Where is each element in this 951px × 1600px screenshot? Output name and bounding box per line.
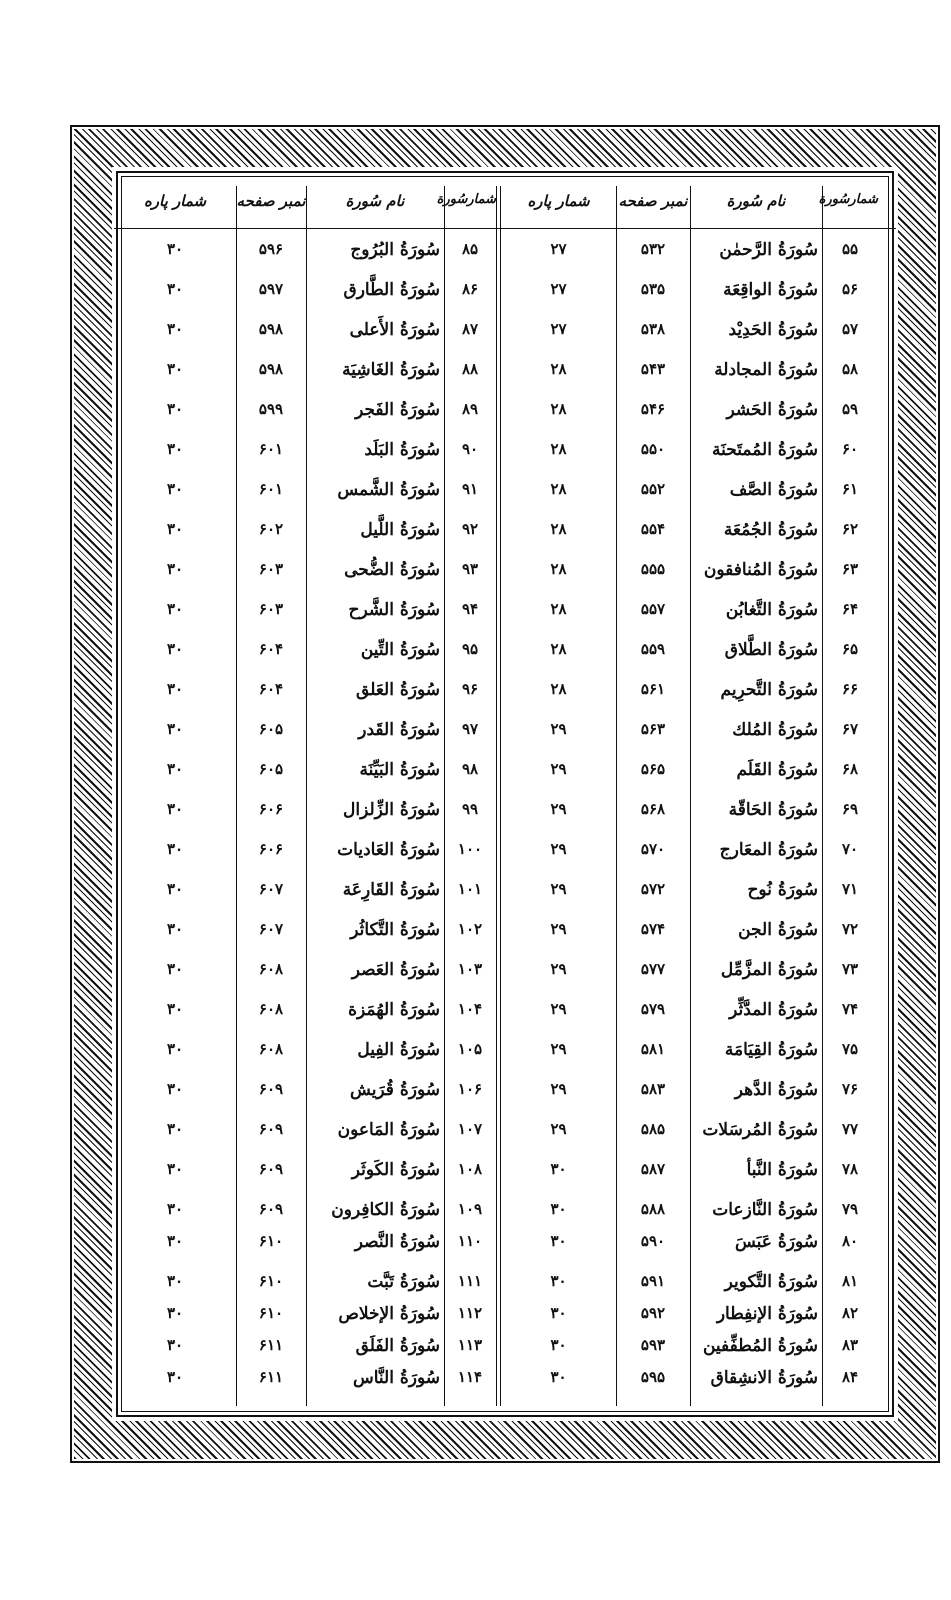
surah-number-cell: ۶۰ bbox=[841, 440, 859, 458]
header-rule bbox=[114, 228, 896, 229]
para-number-cell: ۳۰ bbox=[166, 1304, 184, 1322]
surah-name-cell: سُورَةُ الانشِقاق bbox=[710, 1368, 818, 1388]
surah-number-cell: ۵۶ bbox=[841, 280, 859, 298]
page-number-cell: ۶۰۶ bbox=[258, 800, 284, 818]
surah-name-cell: سُورَةُ المُرسَلات bbox=[702, 1120, 818, 1140]
surah-number-cell: ۵۹ bbox=[841, 400, 859, 418]
para-number-cell: ۳۰ bbox=[166, 1040, 184, 1058]
page-number-cell: ۵۸۳ bbox=[640, 1080, 666, 1098]
page-number-cell: ۶۰۶ bbox=[258, 840, 284, 858]
page-number-cell: ۵۵۹ bbox=[640, 640, 666, 658]
surah-number-cell: ۸۹ bbox=[461, 400, 479, 418]
surah-number-cell: ۱۱۳ bbox=[457, 1336, 483, 1354]
para-number-cell: ۲۹ bbox=[550, 1040, 567, 1058]
para-number-cell: ۳۰ bbox=[166, 1000, 184, 1018]
surah-name-cell: سُورَةُ الجن bbox=[738, 920, 818, 940]
surah-name-cell: سُورَةُ الغَاشِيَة bbox=[342, 360, 440, 380]
surah-number-cell: ۵۵ bbox=[841, 240, 859, 258]
surah-number-cell: ۷۶ bbox=[841, 1080, 859, 1098]
surah-name-cell: سُورَةُ الصَّف bbox=[729, 480, 818, 500]
surah-number-cell: ۶۸ bbox=[841, 760, 859, 778]
para-number-cell: ۳۰ bbox=[166, 720, 184, 738]
surah-number-cell: ۵۷ bbox=[841, 320, 859, 338]
surah-name-cell: سُورَةُ البَلَد bbox=[364, 440, 440, 460]
para-number-cell: ۲۸ bbox=[550, 520, 567, 538]
page-number-cell: ۵۶۳ bbox=[640, 720, 666, 738]
page-number-cell: ۶۰۷ bbox=[258, 880, 284, 898]
surah-number-cell: ۷۹ bbox=[841, 1200, 859, 1218]
surah-number-cell: ۱۰۴ bbox=[457, 1000, 483, 1018]
surah-number-cell: ۶۹ bbox=[841, 800, 859, 818]
para-number-cell: ۳۰ bbox=[166, 520, 184, 538]
surah-index-table bbox=[114, 172, 896, 1418]
page-number-cell: ۵۶۱ bbox=[640, 680, 666, 698]
para-number-cell: ۳۰ bbox=[166, 1200, 184, 1218]
surah-name-cell: سُورَةُ المَاعون bbox=[337, 1120, 440, 1140]
page-number-cell: ۵۳۲ bbox=[640, 240, 666, 258]
surah-name-cell: سُورَةُ الفَجر bbox=[355, 400, 440, 420]
para-number-cell: ۲۹ bbox=[550, 960, 567, 978]
page-number-cell: ۶۰۸ bbox=[258, 1040, 284, 1058]
surah-number-cell: ۶۵ bbox=[841, 640, 859, 658]
surah-name-cell: سُورَةُ النَّاس bbox=[352, 1368, 440, 1388]
surah-name-cell: سُورَةُ عَبَسَ bbox=[734, 1232, 818, 1252]
page-number-cell: ۵۹۵ bbox=[640, 1368, 666, 1386]
column-divider bbox=[306, 186, 307, 1406]
surah-number-cell: ۱۱۱ bbox=[457, 1272, 483, 1290]
para-number-cell: ۲۷ bbox=[550, 320, 567, 338]
surah-number-cell: ۱۰۰ bbox=[457, 840, 483, 858]
para-number-cell: ۳۰ bbox=[166, 1368, 184, 1386]
para-number-cell: ۲۹ bbox=[550, 880, 567, 898]
page-number-cell: ۵۶۸ bbox=[640, 800, 666, 818]
surah-name-cell: سُورَةُ اللَّيل bbox=[360, 520, 440, 540]
surah-name-cell: سُورَةُ الكافِرون bbox=[331, 1200, 440, 1220]
surah-number-cell: ۹۹ bbox=[461, 800, 479, 818]
surah-name-cell: سُورَةُ التَّحرِيم bbox=[720, 680, 818, 700]
page-number-cell: ۵۶۵ bbox=[640, 760, 666, 778]
surah-number-cell: ۱۰۱ bbox=[457, 880, 483, 898]
surah-number-cell: ۱۰۵ bbox=[457, 1040, 483, 1058]
para-number-cell: ۲۷ bbox=[550, 240, 567, 258]
surah-name-cell: سُورَةُ الكَوثَر bbox=[351, 1160, 440, 1180]
page-number-cell: ۶۰۹ bbox=[258, 1160, 284, 1178]
surah-name-cell: سُورَةُ الضُّحى bbox=[344, 560, 440, 580]
surah-name-cell: سُورَةُ الشَّمس bbox=[337, 480, 440, 500]
header-surah-number: شمارسُورة bbox=[436, 192, 496, 207]
surah-number-cell: ۸۱ bbox=[841, 1272, 859, 1290]
para-number-cell: ۲۸ bbox=[550, 680, 567, 698]
page-number-cell: ۶۰۵ bbox=[258, 720, 284, 738]
surah-number-cell: ۷۳ bbox=[841, 960, 859, 978]
surah-number-cell: ۸۷ bbox=[461, 320, 479, 338]
page-number-cell: ۵۸۱ bbox=[640, 1040, 666, 1058]
surah-name-cell: سُورَةُ الإخلاص bbox=[338, 1304, 440, 1324]
page-number-cell: ۶۰۵ bbox=[258, 760, 284, 778]
surah-number-cell: ۸۲ bbox=[841, 1304, 859, 1322]
surah-number-cell: ۷۴ bbox=[841, 1000, 859, 1018]
surah-name-cell: سُورَةُ العَاديات bbox=[337, 840, 440, 860]
surah-number-cell: ۱۱۰ bbox=[457, 1232, 483, 1250]
surah-name-cell: سُورَةُ المُنافقون bbox=[703, 560, 818, 580]
page-number-cell: ۶۰۱ bbox=[258, 440, 284, 458]
page-number-cell: ۵۹۱ bbox=[640, 1272, 666, 1290]
para-number-cell: ۲۹ bbox=[550, 1080, 567, 1098]
surah-name-cell: سُورَةُ القَدر bbox=[358, 720, 440, 740]
column-divider bbox=[690, 186, 691, 1406]
para-number-cell: ۳۰ bbox=[166, 280, 184, 298]
surah-name-cell: سُورَةُ التَّكاثُر bbox=[350, 920, 440, 940]
surah-number-cell: ۷۲ bbox=[841, 920, 859, 938]
para-number-cell: ۲۹ bbox=[550, 1000, 567, 1018]
page-number-cell: ۵۹۸ bbox=[258, 320, 284, 338]
page-number-cell: ۵۵۲ bbox=[640, 480, 666, 498]
surah-number-cell: ۷۱ bbox=[841, 880, 859, 898]
header-para-number: شمار پاره bbox=[143, 192, 207, 210]
surah-name-cell: سُورَةُ النَّبأ bbox=[746, 1160, 818, 1180]
surah-name-cell: سُورَةُ المعَارج bbox=[719, 840, 818, 860]
surah-name-cell: سُورَةُ تَبَّت bbox=[367, 1272, 440, 1292]
page-number-cell: ۵۷۹ bbox=[640, 1000, 666, 1018]
surah-name-cell: سُورَةُ التِّين bbox=[360, 640, 440, 660]
header-surah-name: نام سُورة bbox=[345, 192, 405, 210]
page-number-cell: ۶۱۰ bbox=[258, 1272, 284, 1290]
para-number-cell: ۳۰ bbox=[166, 560, 184, 578]
surah-number-cell: ۷۸ bbox=[841, 1160, 859, 1178]
para-number-cell: ۲۹ bbox=[550, 840, 567, 858]
surah-name-cell: سُورَةُ الدَّهر bbox=[734, 1080, 818, 1100]
page-number-cell: ۶۰۴ bbox=[258, 680, 284, 698]
header-surah-number: شمارسُورة bbox=[818, 192, 878, 207]
para-number-cell: ۲۸ bbox=[550, 560, 567, 578]
surah-number-cell: ۱۰۳ bbox=[457, 960, 483, 978]
para-number-cell: ۳۰ bbox=[166, 880, 184, 898]
surah-name-cell: سُورَةُ المزَّمِّل bbox=[720, 960, 818, 980]
page-number-cell: ۵۵۷ bbox=[640, 600, 666, 618]
surah-number-cell: ۹۰ bbox=[461, 440, 479, 458]
page-number-cell: ۵۸۷ bbox=[640, 1160, 666, 1178]
para-number-cell: ۲۸ bbox=[550, 480, 567, 498]
surah-name-cell: سُورَةُ الفَلَق bbox=[355, 1336, 440, 1356]
surah-name-cell: سُورَةُ الرَّحمٰن bbox=[719, 240, 818, 260]
para-number-cell: ۳۰ bbox=[166, 400, 184, 418]
surah-number-cell: ۷۵ bbox=[841, 1040, 859, 1058]
page-number-cell: ۵۹۳ bbox=[640, 1336, 666, 1354]
para-number-cell: ۲۸ bbox=[550, 400, 567, 418]
para-number-cell: ۳۰ bbox=[166, 800, 184, 818]
surah-number-cell: ۹۵ bbox=[461, 640, 479, 658]
page-number-cell: ۶۱۱ bbox=[258, 1368, 284, 1386]
header-para-number: شمار پاره bbox=[527, 192, 590, 210]
surah-number-cell: ۵۸ bbox=[841, 360, 859, 378]
surah-name-cell: سُورَةُ المُلك bbox=[732, 720, 818, 740]
surah-number-cell: ۶۱ bbox=[841, 480, 859, 498]
surah-name-cell: سُورَةُ الشَّرح bbox=[348, 600, 440, 620]
para-number-cell: ۳۰ bbox=[166, 1336, 184, 1354]
surah-number-cell: ۹۸ bbox=[461, 760, 479, 778]
page-number-cell: ۶۰۲ bbox=[258, 520, 284, 538]
page-number-cell: ۵۸۵ bbox=[640, 1120, 666, 1138]
surah-name-cell: سُورَةُ الزِّلزال bbox=[343, 800, 440, 820]
surah-name-cell: سُورَةُ نُوح bbox=[747, 880, 818, 900]
page-number-cell: ۵۷۴ bbox=[640, 920, 666, 938]
surah-name-cell: سُورَةُ القِيَامَة bbox=[724, 1040, 818, 1060]
page-number-cell: ۵۹۲ bbox=[640, 1304, 666, 1322]
surah-number-cell: ۱۰۶ bbox=[457, 1080, 483, 1098]
para-number-cell: ۲۷ bbox=[550, 280, 567, 298]
para-number-cell: ۲۹ bbox=[550, 720, 567, 738]
surah-number-cell: ۹۷ bbox=[461, 720, 479, 738]
surah-number-cell: ۹۴ bbox=[461, 600, 479, 618]
header-page-number: نمبر صفحه bbox=[618, 192, 688, 210]
page-number-cell: ۵۳۸ bbox=[640, 320, 666, 338]
surah-name-cell: سُورَةُ الحَدِيْد bbox=[728, 320, 818, 340]
para-number-cell: ۲۸ bbox=[550, 640, 567, 658]
surah-number-cell: ۷۰ bbox=[841, 840, 859, 858]
surah-name-cell: سُورَةُ التَّغابُن bbox=[725, 600, 818, 620]
para-number-cell: ۳۰ bbox=[166, 240, 184, 258]
surah-number-cell: ۶۳ bbox=[841, 560, 859, 578]
surah-name-cell: سُورَةُ الفِيل bbox=[357, 1040, 440, 1060]
surah-number-cell: ۸۵ bbox=[461, 240, 479, 258]
surah-number-cell: ۱۱۴ bbox=[457, 1368, 483, 1386]
page-number-cell: ۵۹۸ bbox=[258, 360, 284, 378]
para-number-cell: ۳۰ bbox=[550, 1232, 567, 1250]
page-number-cell: ۶۰۱ bbox=[258, 480, 284, 498]
para-number-cell: ۳۰ bbox=[550, 1336, 567, 1354]
para-number-cell: ۳۰ bbox=[166, 760, 184, 778]
page-number-cell: ۶۰۳ bbox=[258, 560, 284, 578]
header-surah-name: نام سُورة bbox=[726, 192, 786, 210]
surah-name-cell: سُورَةُ الطَّارق bbox=[343, 280, 440, 300]
surah-name-cell: سُورَةُ القَارِعَة bbox=[342, 880, 440, 900]
para-number-cell: ۳۰ bbox=[166, 1080, 184, 1098]
surah-name-cell: سُورَةُ الجُمُعَة bbox=[723, 520, 818, 540]
surah-name-cell: سُورَةُ المُطفِّفين bbox=[702, 1336, 818, 1356]
surah-number-cell: ۸۴ bbox=[841, 1368, 859, 1386]
para-number-cell: ۲۸ bbox=[550, 440, 567, 458]
para-number-cell: ۳۰ bbox=[166, 360, 184, 378]
surah-name-cell: سُورَةُ الطَّلاق bbox=[724, 640, 818, 660]
para-number-cell: ۳۰ bbox=[166, 840, 184, 858]
para-number-cell: ۳۰ bbox=[166, 640, 184, 658]
surah-number-cell: ۱۰۸ bbox=[457, 1160, 483, 1178]
surah-number-cell: ۶۷ bbox=[841, 720, 859, 738]
para-number-cell: ۳۰ bbox=[166, 1232, 184, 1250]
surah-name-cell: سُورَةُ البُرُوج bbox=[350, 240, 440, 260]
surah-name-cell: سُورَةُ البَيِّنَة bbox=[359, 760, 440, 780]
page-number-cell: ۶۱۱ bbox=[258, 1336, 284, 1354]
para-number-cell: ۳۰ bbox=[166, 1120, 184, 1138]
page-number-cell: ۶۰۸ bbox=[258, 1000, 284, 1018]
page-number-cell: ۵۸۸ bbox=[640, 1200, 666, 1218]
surah-name-cell: سُورَةُ القَلَم bbox=[736, 760, 818, 780]
surah-number-cell: ۶۴ bbox=[841, 600, 859, 618]
page-number-cell: ۵۳۵ bbox=[640, 280, 666, 298]
page-number-cell: ۵۵۴ bbox=[640, 520, 666, 538]
para-number-cell: ۲۸ bbox=[550, 360, 567, 378]
surah-number-cell: ۷۷ bbox=[841, 1120, 859, 1138]
surah-number-cell: ۸۳ bbox=[841, 1336, 859, 1354]
surah-number-cell: ۸۶ bbox=[461, 280, 479, 298]
page-number-cell: ۵۷۲ bbox=[640, 880, 666, 898]
para-number-cell: ۳۰ bbox=[550, 1272, 567, 1290]
page-number-cell: ۵۷۰ bbox=[640, 840, 666, 858]
surah-name-cell: سُورَةُ العَلق bbox=[356, 680, 440, 700]
para-number-cell: ۳۰ bbox=[166, 600, 184, 618]
page-number-cell: ۶۱۰ bbox=[258, 1304, 284, 1322]
para-number-cell: ۳۰ bbox=[166, 920, 184, 938]
para-number-cell: ۲۹ bbox=[550, 1120, 567, 1138]
surah-name-cell: سُورَةُ المدَّثِّر bbox=[729, 1000, 818, 1020]
surah-number-cell: ۱۱۲ bbox=[457, 1304, 483, 1322]
surah-name-cell: سُورَةُ النَّصر bbox=[354, 1232, 440, 1252]
para-number-cell: ۳۰ bbox=[166, 680, 184, 698]
header-page-number: نمبر صفحه bbox=[236, 192, 306, 210]
page-number-cell: ۶۰۴ bbox=[258, 640, 284, 658]
para-number-cell: ۳۰ bbox=[166, 960, 184, 978]
page-number-cell: ۵۴۳ bbox=[640, 360, 666, 378]
surah-name-cell: سُورَةُ الإنفِطار bbox=[716, 1304, 818, 1324]
para-number-cell: ۳۰ bbox=[166, 1272, 184, 1290]
para-number-cell: ۳۰ bbox=[166, 440, 184, 458]
surah-name-cell: سُورَةُ التَّكوير bbox=[724, 1272, 818, 1292]
page-number-cell: ۶۰۳ bbox=[258, 600, 284, 618]
page-number-cell: ۵۹۷ bbox=[258, 280, 284, 298]
page-number-cell: ۵۵۰ bbox=[640, 440, 666, 458]
surah-name-cell: سُورَةُ النَّازعات bbox=[712, 1200, 818, 1220]
surah-number-cell: ۸۸ bbox=[461, 360, 479, 378]
surah-name-cell: سُورَةُ الهُمَزة bbox=[348, 1000, 440, 1020]
para-number-cell: ۳۰ bbox=[550, 1200, 567, 1218]
surah-name-cell: سُورَةُ قُرَيش bbox=[350, 1080, 440, 1100]
surah-name-cell: سُورَةُ المجادلة bbox=[714, 360, 818, 380]
page-number-cell: ۶۰۹ bbox=[258, 1200, 284, 1218]
para-number-cell: ۳۰ bbox=[166, 320, 184, 338]
para-number-cell: ۲۹ bbox=[550, 760, 567, 778]
page-number-cell: ۶۰۹ bbox=[258, 1080, 284, 1098]
page-number-cell: ۵۹۹ bbox=[258, 400, 284, 418]
surah-name-cell: سُورَةُ الواقِعَة bbox=[723, 280, 818, 300]
para-number-cell: ۳۰ bbox=[166, 480, 184, 498]
para-number-cell: ۲۸ bbox=[550, 600, 567, 618]
surah-number-cell: ۱۰۲ bbox=[457, 920, 483, 938]
para-number-cell: ۳۰ bbox=[550, 1368, 567, 1386]
para-number-cell: ۲۹ bbox=[550, 800, 567, 818]
para-number-cell: ۳۰ bbox=[550, 1160, 567, 1178]
para-number-cell: ۳۰ bbox=[166, 1160, 184, 1178]
surah-number-cell: ۹۲ bbox=[461, 520, 479, 538]
surah-name-cell: سُورَةُ المُمتَحنَة bbox=[712, 440, 818, 460]
para-number-cell: ۳۰ bbox=[550, 1304, 567, 1322]
surah-number-cell: ۶۶ bbox=[841, 680, 859, 698]
page-number-cell: ۶۰۷ bbox=[258, 920, 284, 938]
surah-number-cell: ۶۲ bbox=[841, 520, 859, 538]
surah-name-cell: سُورَةُ الحَاقّة bbox=[728, 800, 818, 820]
surah-number-cell: ۹۱ bbox=[461, 480, 479, 498]
para-number-cell: ۲۹ bbox=[550, 920, 567, 938]
surah-number-cell: ۸۰ bbox=[841, 1232, 859, 1250]
surah-number-cell: ۹۳ bbox=[461, 560, 479, 578]
page-number-cell: ۶۰۸ bbox=[258, 960, 284, 978]
page-number-cell: ۵۹۰ bbox=[640, 1232, 666, 1250]
surah-name-cell: سُورَةُ الحَشر bbox=[726, 400, 818, 420]
page-number-cell: ۶۰۹ bbox=[258, 1120, 284, 1138]
surah-number-cell: ۱۰۷ bbox=[457, 1120, 483, 1138]
surah-number-cell: ۹۶ bbox=[461, 680, 479, 698]
surah-name-cell: سُورَةُ العَصر bbox=[351, 960, 440, 980]
surah-number-cell: ۱۰۹ bbox=[457, 1200, 483, 1218]
surah-name-cell: سُورَةُ الأَعلى bbox=[349, 320, 440, 340]
page-number-cell: ۵۴۶ bbox=[640, 400, 666, 418]
page-number-cell: ۵۵۵ bbox=[640, 560, 666, 578]
page-number-cell: ۵۷۷ bbox=[640, 960, 666, 978]
page-number-cell: ۶۱۰ bbox=[258, 1232, 284, 1250]
page-number-cell: ۵۹۶ bbox=[258, 240, 284, 258]
